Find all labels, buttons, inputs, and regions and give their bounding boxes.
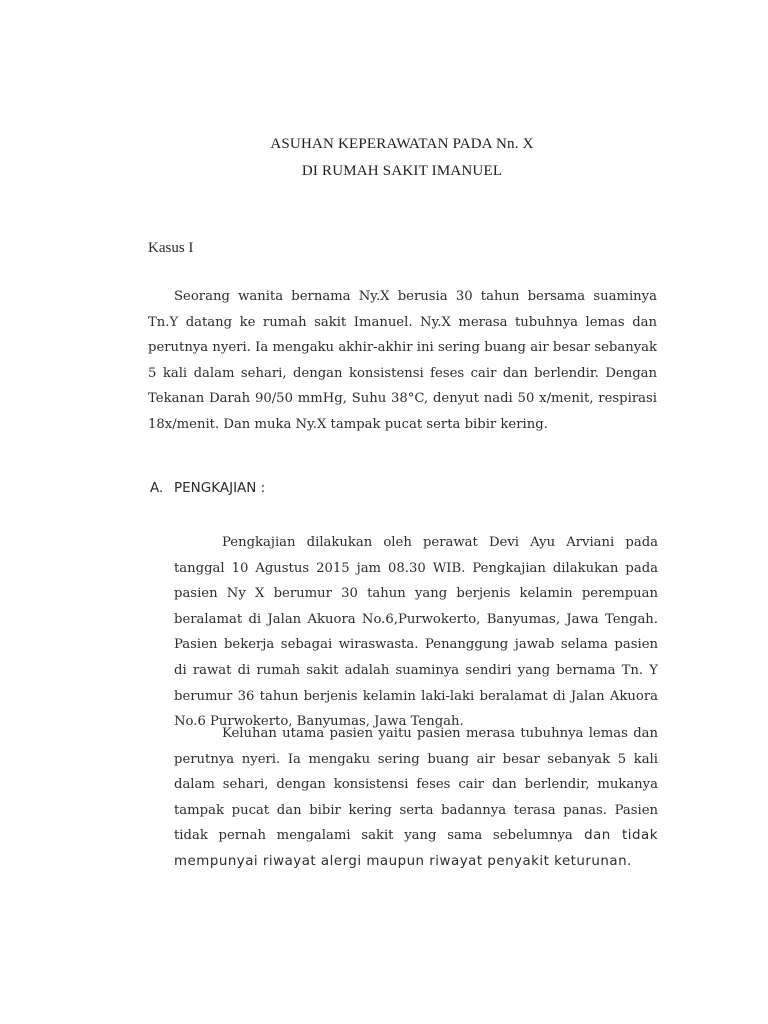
document-title-line-2: DI RUMAH SAKIT IMANUEL bbox=[301, 163, 503, 179]
main-complaint-text: Keluhan utama pasien yaitu pasien merasa tubuhnya lemas dan perutnya nyeri. Ia mengaku sering buang air besar sebanyak 5 kali dalam sehari, dengan konsistensi feses cair dan berlendir, mukanya tampak pucat dan bibir kering serta badannya terasa panas. Pasien tidak pernah mengalami sakit yang sama sebelumnya bbox=[174, 726, 658, 844]
section-a-marker: A. bbox=[150, 480, 164, 496]
main-complaint-text-tail: dan tidak mempunyai riwayat alergi maupun riwayat penyakit keturunan. bbox=[174, 828, 658, 869]
case-label: Kasus I bbox=[148, 240, 194, 256]
main-complaint-paragraph bbox=[174, 721, 658, 875]
section-a-title: PENGKAJIAN : bbox=[174, 480, 266, 496]
section-a-heading bbox=[150, 480, 265, 496]
document-title-line-1: ASUHAN KEPERAWATAN PADA Nn. X bbox=[270, 136, 534, 152]
case-paragraph: Seorang wanita bernama Ny.X berusia 30 tahun bersama suaminya Tn.Y datang ke rumah sakit Imanuel. Ny.X merasa tubuhnya lemas dan perutnya nyeri. Ia mengaku akhir-akhir ini sering buang air besar sebanyak 5 kali dalam sehari, dengan konsistensi feses cair dan berlendir. Dengan Tekanan Darah 90/50 mmHg, Suhu 38°C, denyut nadi 50 x/menit, respirasi 18x/menit. Dan muka Ny.X tampak pucat serta bibir kering. bbox=[148, 289, 657, 432]
assessment-paragraph: Pengkajian dilakukan oleh perawat Devi Ayu Arviani pada tanggal 10 Agustus 2015 jam 08.30 WIB. Pengkajian dilakukan pada pasien Ny X berumur 30 tahun yang berjenis kelamin perempuan beralamat di Jalan Akuora No.6,Purwokerto, Banyumas, Jawa Tengah. Pasien bekerja sebagai wiraswasta. Penanggung jawab selama pasien di rawat di rumah sakit adalah suaminya sendiri yang bernama Tn. Y berumur 36 tahun berjenis kelamin laki-laki beralamat di Jalan Akuora No.6 Purwokerto, Banyumas, Jawa Tengah. bbox=[174, 535, 658, 730]
